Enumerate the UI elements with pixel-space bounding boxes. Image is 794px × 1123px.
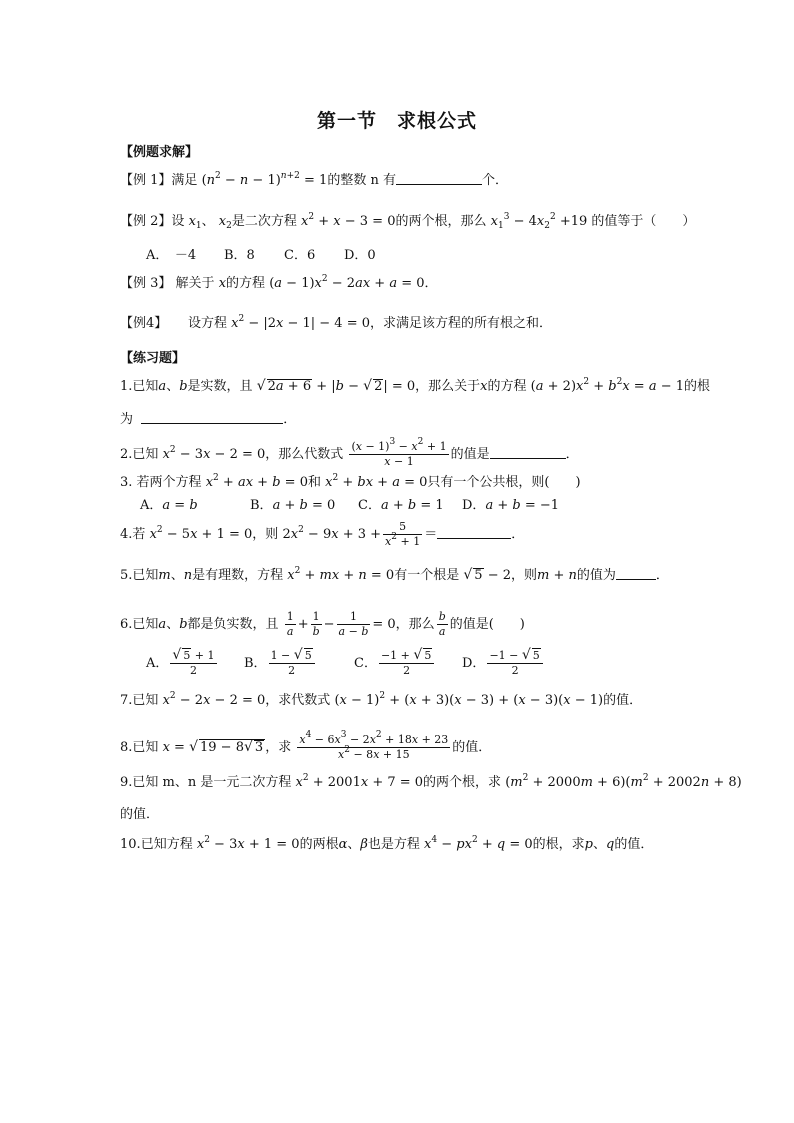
example-1: 【例 1】满足 $(n^2 - n - 1)^{n+2} = 1$的整数 n 有 个． [120,171,508,188]
choice-a: A． －4 [146,248,197,263]
math-expression: x = √ 19 − 8√ 3 [162,739,264,755]
math-expression: $x_1^3 - 4x_2^2 +19$ [490,212,588,231]
math-expression: $(x - 1)^2 + (x + 3)(x - 3) + (x - 3)(x - 1)$ [334,691,604,708]
example-label: 【例 1】 [120,173,172,188]
section-examples-heading: 【例题求解】 [120,145,199,160]
math-fraction: $\frac{1}{a}$ [286,610,294,638]
example-label: 【例 3】 [120,276,172,291]
math-fraction: $\frac{(x - 1)^3 - x^2 + 1}{x - 1}$ [351,437,447,468]
math-fraction: $\frac{1}{a - b}$ [338,610,369,638]
math-expression: $(n^2 - n - 1)^{n+2} = 1$ [201,171,328,188]
math-expression: $2x^2 - 9x + 3$ + [282,525,382,542]
practice-9: 9.已知 m、n 是一元二次方程 $x^2 + 2001x + 7 = 0$的两个根，求 $(m^2 + 2000m + 6)(m^2 + 2002n + 8)$ [120,773,742,790]
math-expression: $(a + 2)x^2 + b^2x = a - 1$ [530,377,685,394]
example-4: 【例4】 设方程 $x^2 - |2x - 1| - 4 = 0$，求满足该方程的所有根之和． [120,314,553,331]
choice-c: C．6 [284,248,316,263]
choice-d: D．a + b = −1 [462,498,560,513]
answer-blank [616,566,656,580]
math-expression: $x^2 + x - 3 = 0$ [301,212,396,229]
answer-blank [396,171,482,185]
choice-b: B． $\frac{1 - √ 5}{2}$ [244,648,354,678]
practice-3: 3. 若两个方程 $x^2$ + ax + b = 0和 $x^2$ + bx + a = 0只有一个公共根，则( ) [120,473,581,490]
example-label: 【例4】 [120,316,168,331]
choice-b: B．8 [224,248,255,263]
math-fraction: $\frac{b}{a}$ [438,610,446,638]
practice-5: 5.已知m、n是有理数，方程 $x^2$ + mx + n = 0有一个根是 √ 5 − 2，则m + n的值为 ． [120,566,669,583]
choice-c: C． $\frac{-1 + √ 5}{2}$ [354,648,462,678]
practice-1: 1.已知a、b是实数，且 √ 2a + 6 + |b − √ 2| = 0，那么关于x的方程 $(a + 2)x^2 + b^2x = a - 1$的根 [120,377,711,394]
example-label: 【例 2】 [120,214,172,229]
math-expression: √ 5 − 2 [463,567,511,583]
answer-blank [437,525,511,539]
math-expression: $x^4 - px^2 + q = 0$ [424,835,533,852]
page-title: 第一节 求根公式 [316,110,477,132]
practice-7: 7.已知 $x^2 - 2x - 2 = 0$，求代数式 $(x - 1)^2 + (x + 3)(x - 3) + (x - 3)(x - 1)$的值． [120,691,643,708]
answer-blank [490,445,566,459]
choice-d: D．0 [344,248,376,263]
math-expression: $x^2 - |2x - 1| - 4 = 0$ [231,314,371,331]
math-expression: $x^2 - 3x + 1 = 0$ [196,835,300,852]
math-expression: $x^2 - 2x - 2 = 0$ [162,691,266,708]
practice-1-cont: 为 ． [120,412,297,427]
choice-c: C．a + b = 1 [358,498,444,513]
practice-3-choices [140,494,559,513]
practice-6: 6.已知a、b都是负实数，且 $\frac{1}{a}$ + $\frac{1}{b}$ − $\frac{1}{a - b}$ = 0，那么 $\frac{b}{a}$ 的值是( ) [120,610,525,638]
section-practice-heading: 【练习题】 [120,351,186,366]
math-expression: $x^2 - 3x - 2 = 0$ [162,445,266,462]
answer-blank [141,410,283,424]
choice-d: D． $\frac{-1 - √ 5}{2}$ [462,648,545,678]
example-2-choices [146,244,376,263]
choice-a: A． $\frac{√ 5 + 1}{2}$ [146,647,215,677]
math-expression: $(a - 1)x^2 - 2ax + a = 0$ [269,274,425,291]
practice-6-choices [146,648,545,678]
example-3: 【例 3】 解关于 x的方程 $(a - 1)x^2 - 2ax + a = 0$． [120,274,438,291]
math-expression: $x^2 - 5x + 1 = 0$ [149,525,253,542]
math-fraction: $\frac{5}{x^2 + 1}$ [385,520,421,548]
practice-9-cont: 的值． [120,807,160,822]
choice-b: B．a + b = 0 [250,498,336,513]
math-fraction: $\frac{x^4 - 6x^3 - 2x^2 + 18x + 23}{x^2 - 8x + 15}$ [299,730,449,761]
practice-8: 8.已知 x = √ 19 − 8√ 3 ，求 $\frac{x^4 - 6x^3 - 2x^2 + 18x + 23}{x^2 - 8x + 15}$ 的值． [120,730,492,761]
practice-4: 4.若 $x^2 - 5x + 1 = 0$，则 $2x^2 - 9x + 3$ + $\frac{5}{x^2 + 1}$ ＝ ． [120,520,525,548]
practice-2: 2.已知 $x^2 - 3x - 2 = 0$，那么代数式 $\frac{(x - 1)^3 - x^2 + 1}{x - 1}$ 的值是 ． [120,437,579,468]
example-2: 【例 2】设 $x_1$、 $x_2$是二次方程 $x^2 + x - 3 = 0$的两个根，那么 $x_1^3 - 4x_2^2 +19$ 的值等于（ ） [120,212,696,231]
math-expression: $x^2$ + mx + n = 0 [287,566,395,583]
math-expression: $x^2$ + bx + a = 0 [325,473,428,490]
math-expression: $x^2 + 2001x + 7 = 0$ [295,773,424,790]
math-expression: √ 2a + 6 + |b − √ 2| = 0 [256,378,416,394]
practice-10: 10.已知方程 $x^2 - 3x + 1 = 0$的两根α、β也是方程 $x^4 - px^2 + q = 0$的根，求p、q的值． [120,835,654,852]
math-expression: $(m^2 + 2000m + 6)(m^2 + 2002n + 8)$ [505,773,742,790]
choice-a: A．a = b [140,498,198,513]
math-fraction: $\frac{1}{b}$ [312,610,320,638]
math-expression: $x^2$ + ax + b = 0 [205,473,308,490]
